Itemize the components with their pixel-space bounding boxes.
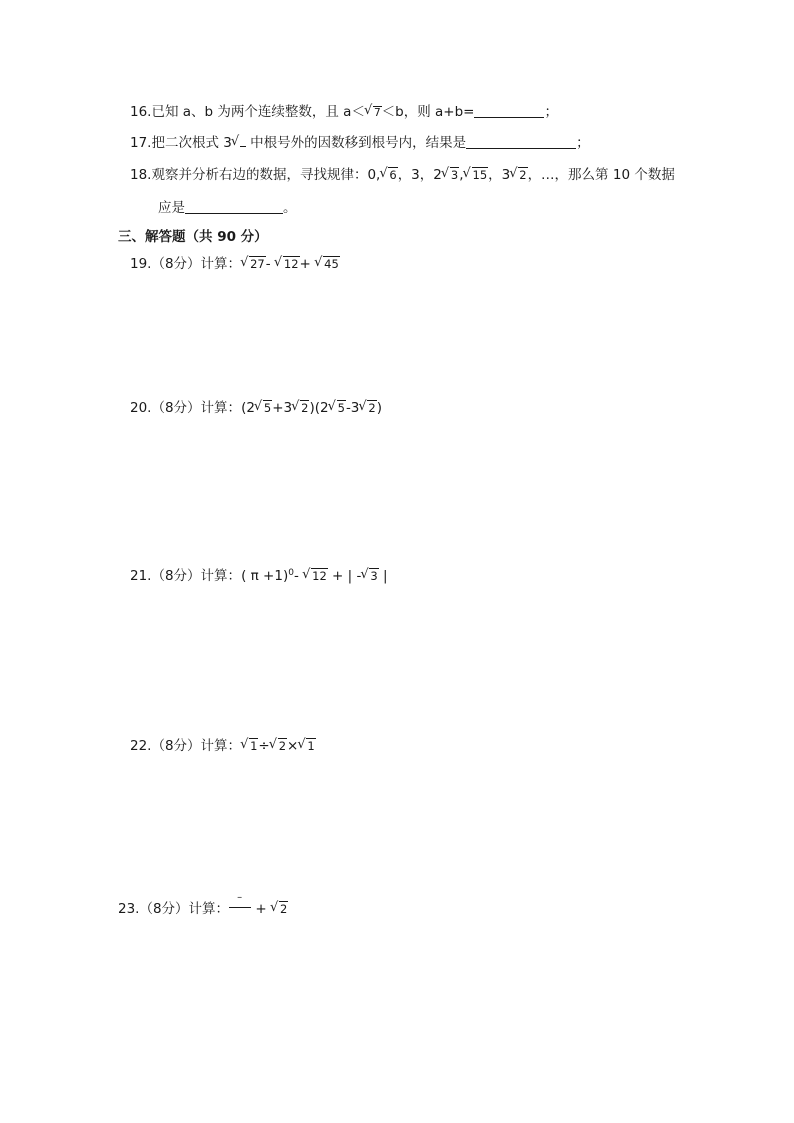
q18-text-1: ，3，2 xyxy=(397,167,442,183)
q23-label: 23.（8分）计算： xyxy=(118,901,230,917)
question-21 xyxy=(130,567,388,585)
q20-part-5: ) xyxy=(376,400,383,416)
q16-prefix: 16.已知 a、b 为两个连续整数，且 a＜ xyxy=(130,104,365,120)
q20-label: 20.（8分）计算： xyxy=(130,400,242,416)
q21-label: 21.（8分）计算： xyxy=(130,568,242,584)
sqrt-5: √ 5 xyxy=(329,399,346,417)
sqrt-45: √ 45 xyxy=(315,255,340,273)
question-16 xyxy=(130,103,558,122)
q18-answer-blank[interactable] xyxy=(185,200,283,214)
q21-part-1: ( π +1) xyxy=(241,568,289,584)
q18-prefix: 18.观察并分析右边的数据，寻找规律：0, xyxy=(130,167,381,183)
sqrt-3: √ 3 xyxy=(442,166,459,184)
sqrt-2: √ 2 xyxy=(271,900,288,918)
q19-label: 19.（8分）计算： xyxy=(130,256,242,272)
fraction-bar xyxy=(229,907,251,908)
sqrt-7: √ 7 xyxy=(365,103,382,122)
question-23 xyxy=(118,892,288,918)
q18-text-2: , xyxy=(459,167,464,183)
sqrt-12: √ 12 xyxy=(303,567,328,585)
fraction xyxy=(229,892,251,915)
q22-label: 22.（8分）计算： xyxy=(130,738,242,754)
question-17 xyxy=(130,134,590,152)
q21-part-3: + | - xyxy=(327,568,362,584)
sqrt-6: √ 6 xyxy=(380,166,397,184)
q20-part-1: (2 xyxy=(241,400,255,416)
question-19 xyxy=(130,255,340,273)
q18-text-3: ，3 xyxy=(488,167,511,183)
sqrt-2: √ 2 xyxy=(359,399,376,417)
q17-middle: 中根号外的因数移到根号内，结果是 xyxy=(245,135,467,151)
sqrt-2: √ 2 xyxy=(270,737,287,755)
q18-line2-label: 应是 xyxy=(158,200,185,216)
question-18-line-2 xyxy=(158,199,297,217)
q16-answer-blank[interactable] xyxy=(474,104,544,118)
q22-op1: ÷ xyxy=(258,738,270,754)
sqrt-1: √ 1 xyxy=(241,737,258,755)
q20-part-3: )(2 xyxy=(309,400,329,416)
q17-suffix: ； xyxy=(576,135,590,151)
q21-exponent: 0 xyxy=(288,568,294,578)
q18-line2-end: 。 xyxy=(283,200,297,216)
sqrt-2: √ 2 xyxy=(510,166,527,184)
q19-op1: - xyxy=(265,256,275,272)
q20-part-4: -3 xyxy=(345,400,360,416)
q22-op2: × xyxy=(287,738,299,754)
q21-part-4: | xyxy=(378,568,388,584)
sqrt-3: √ 3 xyxy=(361,567,378,585)
sqrt-empty xyxy=(232,134,246,152)
q18-text-4: ，…，那么第 10 个数据 xyxy=(527,167,675,183)
q17-answer-blank[interactable] xyxy=(466,135,576,149)
question-20 xyxy=(130,399,382,417)
sqrt-12: √ 12 xyxy=(275,255,300,273)
q16-middle: ＜b，则 a+b= xyxy=(381,104,475,120)
question-22 xyxy=(130,737,316,755)
question-18 xyxy=(130,166,675,184)
q20-part-2: +3 xyxy=(272,400,293,416)
q23-op: + xyxy=(251,901,271,917)
q16-suffix: ； xyxy=(544,104,558,120)
sqrt-2: √ 2 xyxy=(292,399,309,417)
sqrt-27: √ 27 xyxy=(241,255,266,273)
sqrt-5: √ 5 xyxy=(255,399,272,417)
sqrt-1: √ 1 xyxy=(298,737,315,755)
q21-part-2: - xyxy=(293,568,304,584)
sqrt-15: √ 15 xyxy=(464,166,489,184)
section-3-title: 三、解答题（共 90 分） xyxy=(118,229,268,245)
q17-prefix: 17.把二次根式 3 xyxy=(130,135,232,151)
q19-op2: + xyxy=(299,256,316,272)
fraction-numerator: – xyxy=(237,892,243,903)
